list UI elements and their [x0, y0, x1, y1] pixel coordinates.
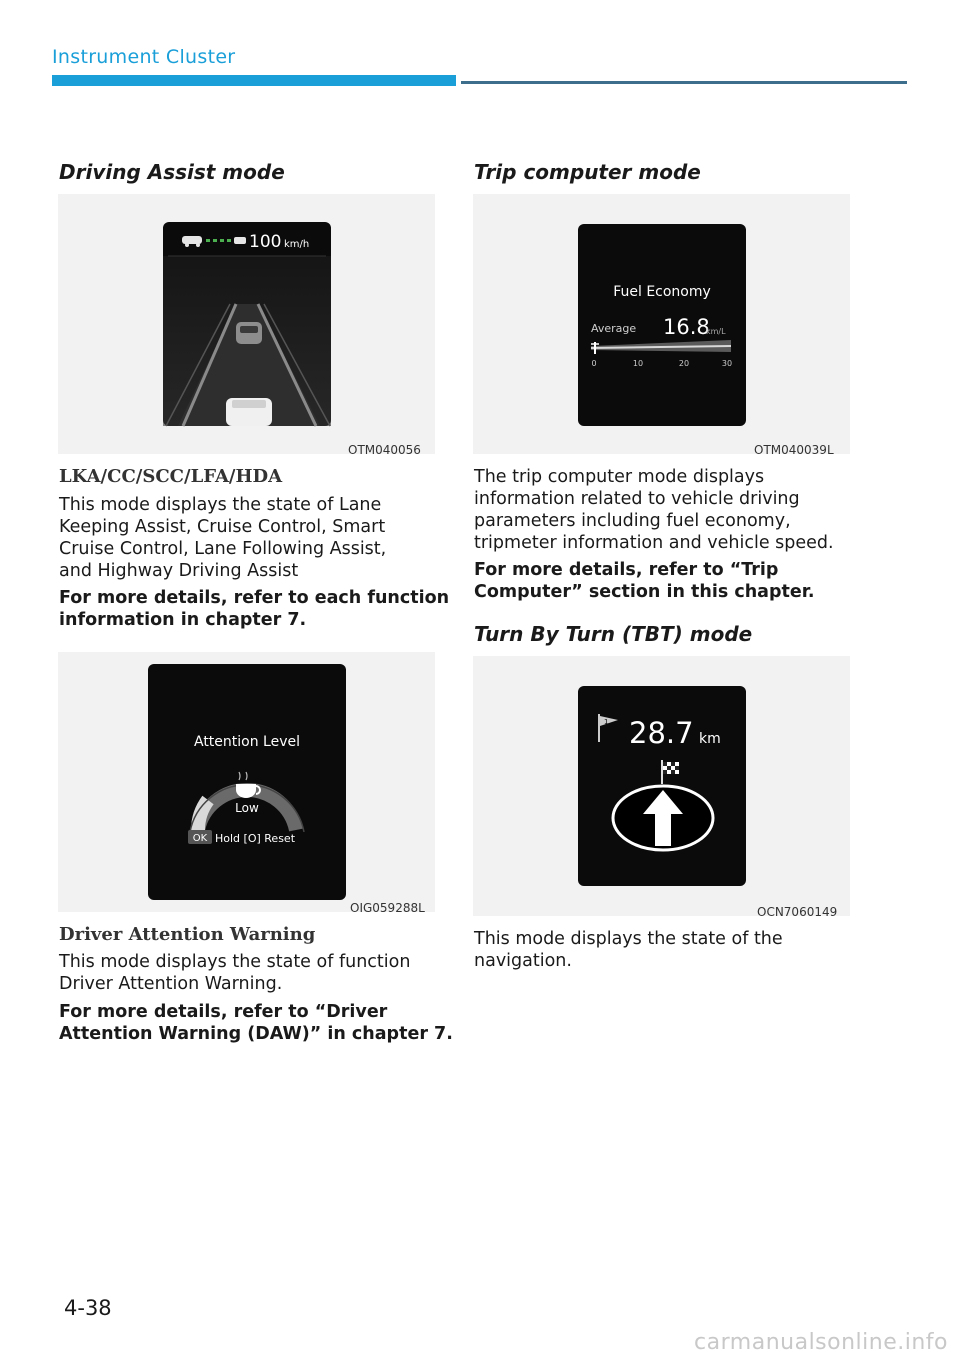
flag-number: 1	[604, 718, 609, 726]
figure-code: OCN7060149	[757, 905, 838, 919]
header-rule	[461, 81, 907, 84]
driving-assist-figure	[58, 194, 435, 454]
driving-assist-title: Driving Assist mode	[59, 160, 285, 184]
assist-speed-unit: km/h	[284, 239, 310, 250]
reset-hint: Hold [O] Reset	[215, 832, 296, 845]
figure-code: OTM040056	[348, 443, 421, 457]
driving-assist-screen	[58, 194, 435, 454]
trip-computer-reference: For more details, refer to “Trip Computer” section in this chapter.	[474, 560, 815, 602]
trip-computer-figure	[473, 194, 850, 454]
attention-screen	[58, 652, 435, 912]
fuel-tick: 30	[721, 359, 733, 368]
attention-level-value: Low	[235, 801, 259, 815]
fuel-economy-unit: km/L	[706, 327, 726, 336]
ok-badge: OK	[192, 833, 208, 844]
header-title: Instrument Cluster	[52, 46, 236, 68]
header-accent-bar	[52, 75, 456, 86]
lka-body: This mode displays the state of Lane Keeping Assist, Cruise Control, Smart Cruise Control, Lane Following Assist, and Highway Driving Assist	[59, 495, 387, 581]
lka-subheading: LKA/CC/SCC/LFA/HDA	[59, 466, 283, 487]
figure-code: OIG059288L	[350, 901, 425, 915]
daw-reference: For more details, refer to “Driver Attention Warning (DAW)” in chapter 7.	[59, 1002, 453, 1044]
trip-computer-body: The trip computer mode displays information related to vehicle driving parameters including fuel economy, tripmeter information and vehicle speed.	[474, 467, 834, 553]
tbt-title: Turn By Turn (TBT) mode	[474, 622, 753, 646]
trip-computer-title: Trip computer mode	[474, 160, 701, 184]
tbt-distance: 28.7	[629, 716, 694, 750]
watermark: carmanualsonline.info	[694, 1330, 948, 1355]
tbt-distance-unit: km	[699, 731, 721, 747]
average-label: Average	[591, 322, 637, 335]
attention-figure	[58, 652, 435, 912]
fuel-economy-title: Fuel Economy	[613, 284, 711, 300]
tbt-screen	[473, 656, 850, 916]
page-number: 4-38	[64, 1296, 112, 1320]
daw-body: This mode displays the state of function Driver Attention Warning.	[59, 952, 411, 994]
fuel-economy-value: 16.8	[663, 315, 710, 339]
fuel-tick: 20	[678, 359, 690, 368]
lka-reference: For more details, refer to each function information in chapter 7.	[59, 588, 450, 630]
trip-computer-screen	[473, 194, 850, 454]
assist-speed: 100	[249, 232, 282, 252]
fuel-tick: 10	[632, 359, 644, 368]
attention-title: Attention Level	[193, 734, 301, 750]
tbt-figure	[473, 656, 850, 916]
fuel-tick: 0	[591, 359, 597, 368]
daw-subheading: Driver Attention Warning	[59, 924, 316, 945]
figure-code: OTM040039L	[754, 443, 834, 457]
tbt-body: This mode displays the state of the navigation.	[474, 929, 783, 971]
